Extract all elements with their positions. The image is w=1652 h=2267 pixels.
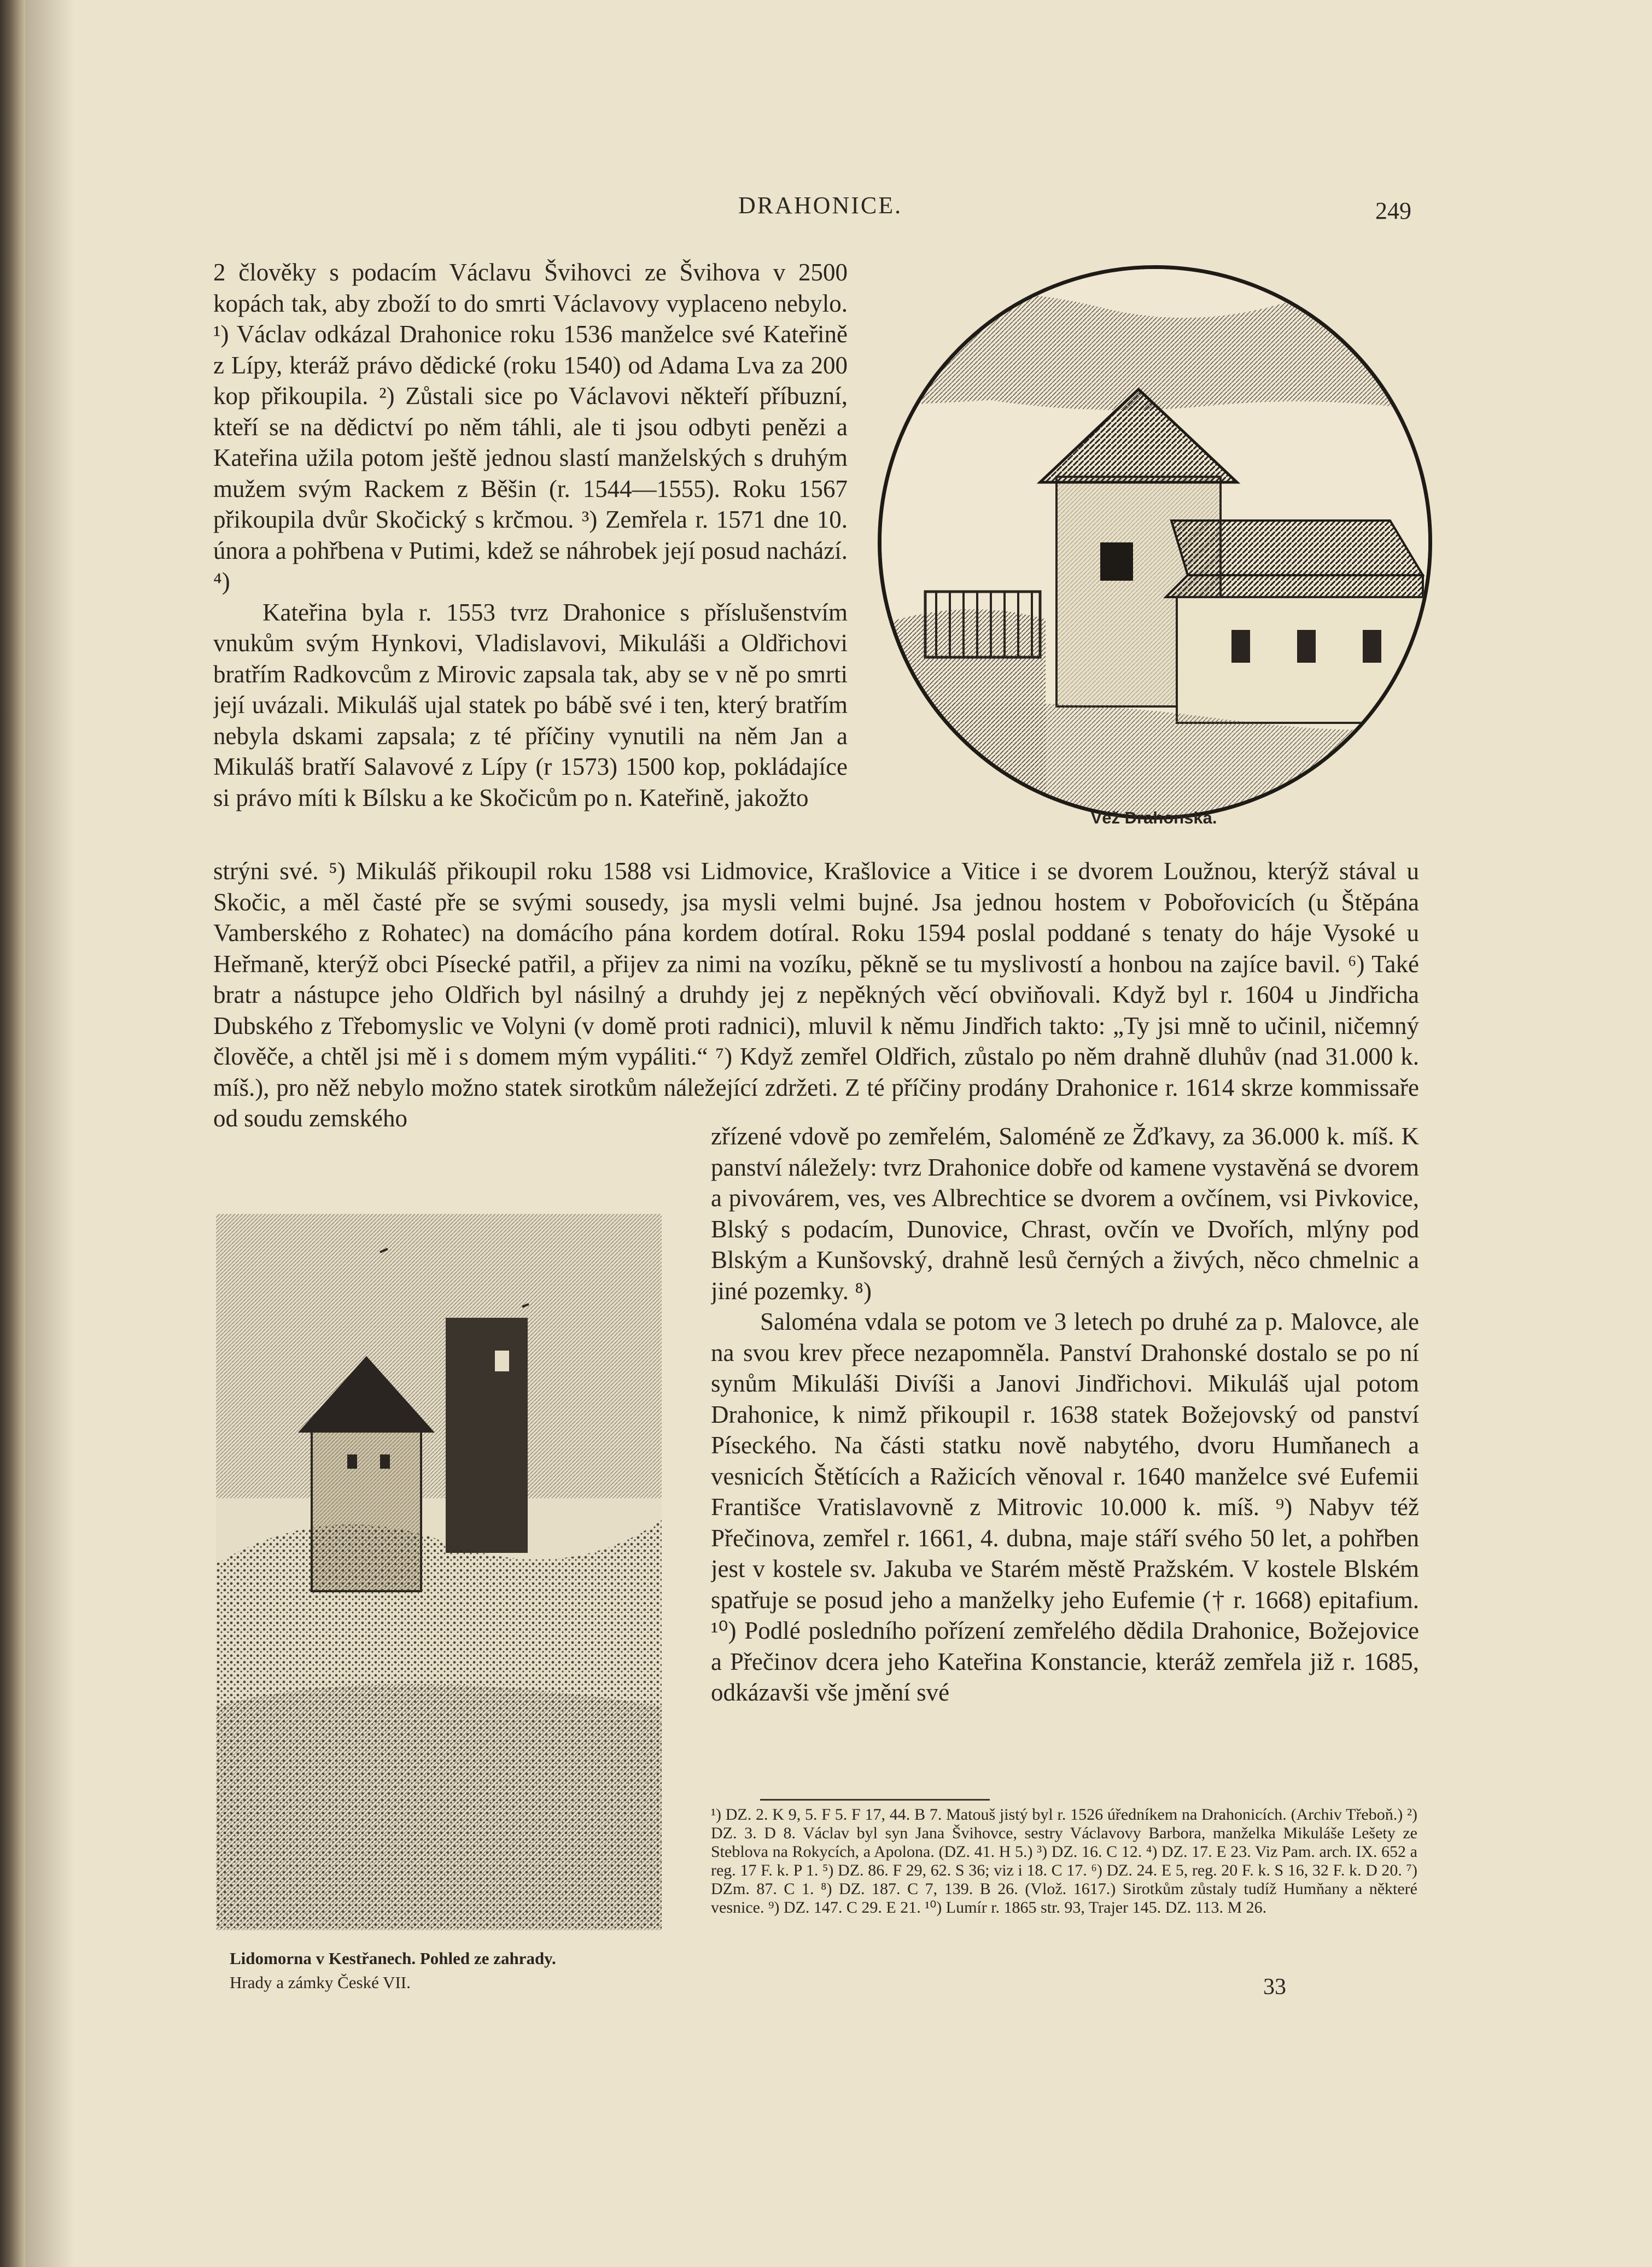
footnotes: ¹) DZ. 2. K 9, 5. F 5. F 17, 44. B 7. Matouš jistý byl r. 1526 úředníkem na Drahonicích. (Archiv Třeboň.) ²) DZ. 3. D 8. Václav byl syn Jana Švihovce, sestry Václavovy Barbora, manželka Mikuláše Lešety ze Steblova na Rokycích, a Apolona. (DZ. 41. H 5.) ³) DZ. 16. C 12. ⁴) DZ. 17. E 23. Viz Pam. arch. IX. 652 a reg. 17 F. k. P 1. ⁵) DZ. 86. F 29, 62. S 36; viz i 18. C 17. ⁶) DZ. 24. E 5, reg. 20 F. k. S 16, 32 F. k. D 20. ⁷) DZm. 87. C 1. ⁸) DZ. 187. C 7, 139. B 26. (Vlož. 1617.) Sirotkům zůstaly tudíž Humňany a některé vesnice. ⁹) DZ. 147. C 29. E 21. ¹⁰) Lumír r. 1865 str. 93, Trajer 145. DZ. 113. M 26.: [711, 1806, 1417, 1917]
paragraph: Saloména vdala se potom ve 3 letech po druhé za p. Malovce, ale na svou krev přece nezapomněla. Panství Drahonské dostalo se po ní synům Mikuláši Divíši a Janovi Jindřichovi. Mikuláš ujal potom Drahonice, k nimž přikoupil r. 1638 statek Božejovský od panství Píseckého. Na části statku nově nabytého, dvoru Humňanech a vesnicích Štětících a Ražicích věnoval r. 1640 manželce své Eufemii Františce Vratislavovně z Mitrovic 10.000 k. míš. ⁹) Nabyv též Přečinova, zemřel r. 1661, 4. dubna, maje stáří svého 50 let, a pohřben jest v kostele sv. Jakuba ve Starém městě Pražském. V kostele Blském spatřuje se posud jeho a manželky jeho Eufemie († r. 1668) epitafium. ¹⁰) Podlé posledního pořízení zemřelého dědila Drahonice, Božejovice a Přečinov dcera jeho Kateřina Konstancie, kteráž zemřela již r. 1685, odkázavši vše jmění své: [711, 1308, 1419, 1706]
caption-title: Lidomorna v Kestřanech. Pohled ze zahrady.: [230, 1949, 556, 1968]
paragraph: Kateřina byla r. 1553 tvrz Drahonice s příslušenstvím vnukům svým Hynkovi, Vladislavovi, Mikuláši a Oldřichovi bratřím Radkovcům z Mirovic zapsala tak, aby se v ně po smrti její uvázali. Mikuláš ujal statek po bábě své i ten, který bratřím nebyla dskami zapsala; z té příčiny vynutili na něm Jan a Mikuláš bratří Salavové z Lípy (r 1573) 1500 kop, pokládajíce si právo míti k Bílsku a ke Skočicům po n. Kateřině, jakožto: [213, 598, 848, 811]
running-header: DRAHONICE.: [738, 192, 903, 219]
text-column-top: [213, 257, 848, 854]
lidomorna-illustration: [216, 1214, 662, 1930]
text-column-bottom: [711, 1121, 1419, 1791]
scan-gutter-shadow: [25, 0, 74, 2267]
scan-binding-edge: [0, 0, 25, 2267]
paragraph: 2 člověky s podacím Václavu Švihovci ze Švihova v 2500 kopách tak, aby zboží to do smrti Václavovy vyplaceno nebylo. ¹) Václav odkázal Drahonice roku 1536 manželce své Kateřině z Lípy, kteráž právo dědické (roku 1540) od Adama Lva za 200 kop přikoupila. ²) Zůstali sice po Václavovi někteří příbuzní, kteří se na dědictví po něm táhli, ale ti jsou odbyti penězi a Kateřina užila potom ještě jednou slastí manželských s druhým mužem svým Rackem z Běšin (r. 1544—1555). Roku 1567 přikoupila dvůr Skočický s krčmou. ³) Zemřela r. 1571 dne 10. února a pohřbena v Putimi, kdež se náhrobek její posud nachází. ⁴): [213, 259, 848, 595]
paragraph: strýni své. ⁵) Mikuláš přikoupil roku 1588 vsi Lidmovice, Krašlovice a Vitice i se dvorem Loužnou, kterýž stával u Skočic, a měl časté pře se svými sousedy, jsa mysli velmi bujné. Jsa jednou hostem v Pobořovicích (u Štěpána Vamberského z Rohatec) na domácího pána kordem dotíral. Roku 1594 poslal poddané s tenaty do háje Vysoké u Heřmaně, kterýž obci Písecké patřil, a přijev za nimi na vozíku, pěkně se tu myslivostí a honbou na zajíce bavil. ⁶) Také bratr a nástupce jeho Oldřich byl násilný a druhdy jej z nepěkných věcí obviňovali. Když byl r. 1604 u Jindřicha Dubského z Třebomyslic ve Volyni (v domě proti radnici), mluvil k němu Jindřich takto: „Ty jsi mně to učinil, ničemný člověče, a chtěl jsi mě i s domem mým vypáliti.“ ⁷) Když zemřel Oldřich, zůstalo po něm drahně dluhův (nad 31.000 k. míš.), pro něž nebylo možno statek sirotkům náležející zdržeti. Z té příčiny prodány Drahonice r. 1614 skrze kommissaře od soudu zemského: [213, 857, 1419, 1132]
text-full-width: [213, 856, 1419, 1135]
tower-illustration: [878, 265, 1432, 820]
paragraph: zřízené vdově po zemřelém, Saloméně ze Žďkavy, za 36.000 k. míš. K panství náležely: tvrz Drahonice dobře od kamene vystavěná se dvorem a pivovárem, ves, ves Albrechtice se dvorem a ovčínem, vsi Pivkovice, Blský s podacím, Dunovice, Chrast, ovčín ve Dvořích, mlýny pod Blským a Kunšovský, drahně lesů černých a živých, něco chmelnic a jiné pozemky. ⁸): [711, 1123, 1419, 1305]
caption-source: Hrady a zámky České VII.: [230, 1973, 411, 1992]
page-number: 249: [1375, 197, 1411, 224]
sheet-signature: 33: [1263, 1974, 1286, 2000]
tower-caption: Věž Drahonská.: [1090, 808, 1217, 827]
footnote-rule: [760, 1799, 990, 1801]
lidomorna-caption: [230, 1947, 662, 1995]
tower-drawing: [882, 269, 1428, 816]
lidomorna-drawing: [216, 1214, 662, 1930]
